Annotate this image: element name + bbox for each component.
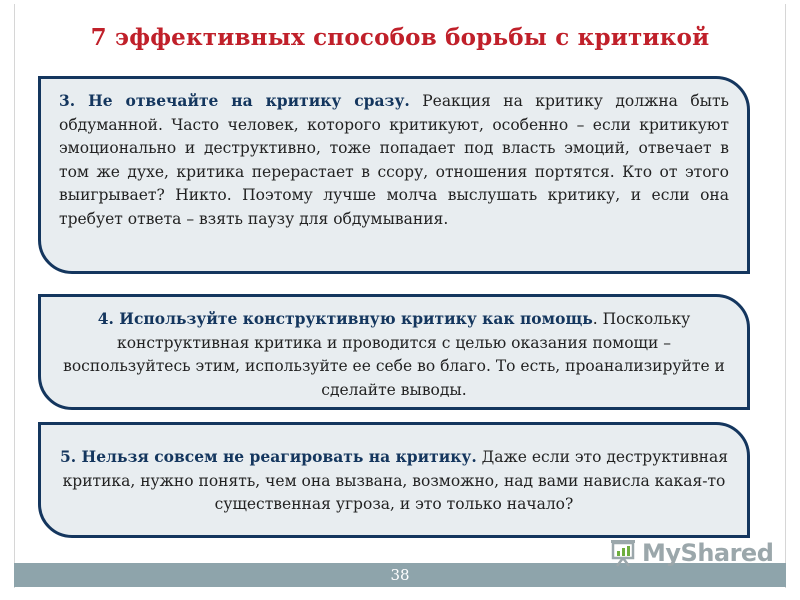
page-number: 38 (390, 566, 410, 584)
slide-title: 7 эффективных способов борьбы с критикой (90, 24, 710, 51)
tip-5-heading: 5. Нельзя совсем не реагировать на критику. (59, 447, 477, 466)
tip-3-text: Реакция на критику должна быть обдуманной. Часто человек, которого критикуют, особенно – если критикуют эмоционально и деструктивно, тоже попадает под власть эмоций, отвечает в том же духе, критика перерастает в ссору, отношения портятся. Кто от этого выигрывает? Никто. Поэтому лучше молча выслушать критику, и если она требует ответа – взять паузу для обдумывания. (59, 92, 729, 228)
tip-4-heading: 4. Используйте конструктивную критику как помощь (97, 309, 593, 328)
tip-card-5 (38, 422, 750, 538)
tip-5-text: Даже если это деструктивная критика, нужно понять, чем она вызвана, возможно, над вами нависла какая-то существенная угроза, и это только начало? (62, 448, 729, 513)
tip-card-4 (38, 294, 750, 410)
presentation-board-icon (608, 538, 638, 568)
tip-3-heading: 3. Не отвечайте на критику сразу. (59, 91, 410, 110)
tip-4-text: . Поскольку конструктивная критика и проводится с целью оказания помощи – воспользуйтесь этим, используйте ее себе во благо. То есть, проанализируйте и сделайте выводы. (63, 310, 725, 399)
tip-card-3 (38, 76, 750, 274)
watermark-text: MyShared (642, 539, 774, 567)
watermark-logo (608, 538, 773, 568)
